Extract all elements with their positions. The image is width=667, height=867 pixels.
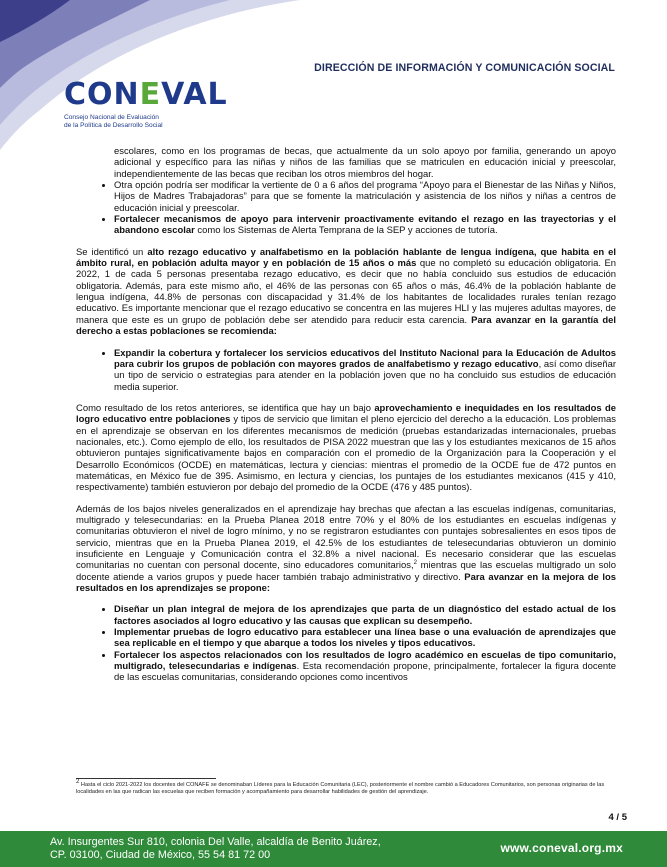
list-item: • Otra opción podría ser modificar la vertiente de 0 a 6 años del programa “Apoyo para el Bienestar de las Niñas y Niños, Hijos de Madres Trabajadoras” para que se fomente la matriculación y asistencia de los niños y niñas a centros de educación inicial y preescolar. [114, 180, 616, 214]
logo-leaf-letter: E [139, 77, 162, 112]
paragraph-logro-educativo: Como resultado de los retos anteriores, se identifica que hay un bajo aprovechamiento e inequidades en los resultados de logro educativo entre poblaciones y tipos de servicio que limitan el pleno ejercicio del derecho a la educación. Los problemas en el aprendizaje se observan en los diferentes mecanismos de medición (pruebas estandarizadas internacionales, pruebas nacionales, etc.). Como ejemplo de ello, los resultados de PISA 2022 muestran que las y los estudiantes mexicanos de 15 años obtuvieron puntajes significativamente bajos en comparación con el promedio de la Organización para la Cooperación y el Desarrollo Económicos (OCDE) en matemáticas, lectura y ciencias: mientras el promedio de la OCDE fue de 472 puntos en matemáticas, en México fue de 395. Asimismo, en lectura y ciencias, los puntajes de los estudiantes mexicanos (415 y 410, respectivamente) también estuvieron por debajo del promedio de la OCDE (476 y 485 puntos). [76, 402, 616, 494]
logo-wordmark: CONEVAL [64, 77, 228, 112]
logo-subtitle: Consejo Nacional de Evaluación de la Política de Desarrollo Social [64, 114, 163, 129]
section-header-title: DIRECCIÓN DE INFORMACIÓN Y COMUNICACIÓN SOCIAL [314, 62, 615, 74]
list-item: • Fortalecer los aspectos relacionados con los resultados de logro académico en escuelas de tipo comunitario, multigrado, telesecundarias e indígenas. Esta recomendación propone, principalmente, fortalecer la figura docente de las escuelas comunitarias, considerando opciones como incentivos [114, 650, 616, 684]
footer-website-link[interactable]: www.coneval.org.mx [500, 841, 623, 855]
list-item: • Fortalecer mecanismos de apoyo para intervenir proactivamente evitando el rezago en las trayectorias y el abandono escolar como los Sistemas de Alerta Temprana de la SEP y acciones de tutoría. [114, 214, 616, 237]
page-number: 4 / 5 [608, 812, 627, 823]
list-item: • Implementar pruebas de logro educativo para establecer una línea base o una evaluación de aprendizajes que sea replicable en el tiempo y que abarque a todos los niveles y tipos educativos. [114, 627, 616, 650]
page-footer [0, 831, 667, 867]
footnote-reference[interactable]: 2 [413, 560, 417, 567]
list-item: • Expandir la cobertura y fortalecer los servicios educativos del Instituto Nacional para la Educación de Adultos para cubrir los grupos de población con mayores grados de analfabetismo y rezago educativo, así como diseñar un tipo de servicio o estrategias para atender en la población joven que no ha concluido sus estudios de educación media superior. [114, 348, 616, 393]
list-item: escolares, como en los programas de becas, que actualmente da un solo apoyo por familia, generando un apoyo adicional y específico para las niñas y niños de las familias que se matriculen en educación inicial y preescolar, independientemente de las becas que reciban los otros miembros del hogar. [114, 146, 616, 180]
footer-address: Av. Insurgentes Sur 810, colonia Del Valle, alcaldía de Benito Juárez, CP. 03100, Ciudad de México, 55 54 81 72 00 [50, 836, 381, 861]
paragraph-brechas-aprendizaje: Además de los bajos niveles generalizados en el aprendizaje hay brechas que afectan a las escuelas indígenas, comunitarias, multigrado y telesecundarias: en la Prueba Planea 2018 entre 70% y el 80% de los estudiantes en escuelas indígenas y comunitarias obtuvieron el nivel de logro mínimo, y no se registraron estudiantes con puntajes sobresalientes en esos tipos de servicio, mientras que en la Prueba Planea 2019, el 42.5% de los estudiantes de telesecundarias obtuvieron un dominio insuficiente en Lenguaje y Comunicación contra el 32.8% a nivel nacional. Es necesario considerar que las escuelas comunitarias no cuentan con personal docente, sino educadores comunitarios,$^2$ mientras que las escuelas multigrado un solo docente atiende a varios grupos y puede hacer también trabajo administrativo y directivo. Para avanzar en la mejora de los resultados en los aprendizajes se propone: [76, 503, 616, 595]
recommendation-list-1 [76, 146, 616, 237]
recommendation-list-2 [76, 348, 616, 393]
footnote-divider [76, 778, 216, 779]
footnote: $^2$ Hasta el ciclo 2021-2022 los docentes del CONAFE se denominaban Líderes para la Educación Comunitaria (LEC), posteriormente el nombre cambió a Educadores Comunitarios, son personas originarias de las localidades en las que radican las escuelas que reciben formación y acompañamiento para desarrollar habilidades de gestión del aprendizaje. [76, 779, 605, 795]
document-body [76, 146, 616, 694]
list-item: • Diseñar un plan integral de mejora de los aprendizajes que parta de un diagnóstico del estado actual de los factores asociados al logro educativo y las causas que explican su desempeño. [114, 604, 616, 627]
recommendation-list-3 [76, 604, 616, 683]
coneval-logo [64, 77, 228, 130]
paragraph-rezago-educativo: Se identificó un alto rezago educativo y analfabetismo en la población hablante de lengua indígena, que habita en el ámbito rural, en población adulta mayor y en población de 15 años o más que no completó su educación obligatoria. En 2022, 1 de cada 5 personas presentaba rezago educativo, es decir que no había concluido sus estudios de educación obligatoria. Además, para este mismo año, el 46% de las personas con 65 años o más, 46.4% de la población hablante de lengua indígena, 44.8% de personas con discapacidad y 31.4% de los habitantes de localidades rurales tenían rezago educativo. Es importante mencionar que el rezago educativo se concentra en las mujeres HLI y las mujeres adultas mayores, de manera que este es un grupo de población debe ser atendido para reducir esta carencia. Para avanzar en la garantía del derecho a estas poblaciones se recomienda: [76, 246, 616, 338]
